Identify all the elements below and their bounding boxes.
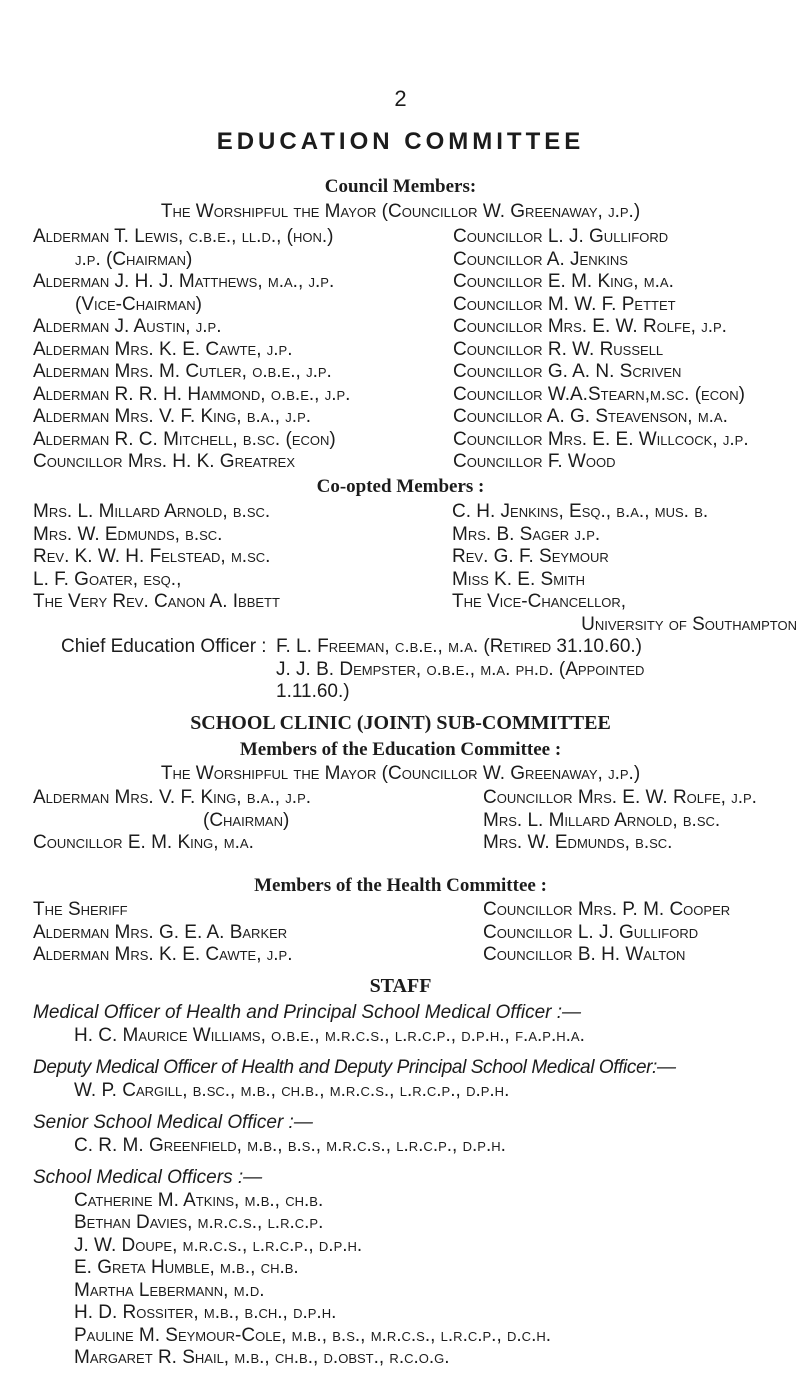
council-member: Councillor R. W. Russell [453,338,664,360]
staff-title: School Medical Officers :— [33,1167,263,1188]
council-member: Alderman R. R. H. Hammond, o.b.e., j.p. [33,383,351,405]
staff-title: Medical Officer of Health and Principal School Medical Officer :— [33,1002,582,1023]
education-members-heading: Members of the Education Committee : [239,739,562,760]
clinic-right-column [483,787,798,855]
health-right-column [483,899,798,967]
health-member: The Sheriff [33,899,128,920]
council-member: Alderman T. Lewis, c.b.e., ll.d., (hon.) [33,226,334,247]
council-member: Alderman J. Austin, j.p. [33,316,222,337]
ceo-line: F. L. Freeman, c.b.e., m.a. (Retired 31.10.60.) [276,636,642,657]
clinic-left-column [33,787,443,855]
council-member: (Vice-Chairman) [75,293,202,315]
health-member: Councillor B. H. Walton [483,944,686,965]
coopted-left-column [33,501,433,614]
coopted-member: C. H. Jenkins, Esq., b.a., mus. b. [452,501,709,522]
council-member: Councillor Mrs. E. E. Willcock, j.p. [453,428,749,450]
coopted-member: Mrs. L. Millard Arnold, b.sc. [33,501,271,522]
coopted-member: Rev. G. F. Seymour [452,546,609,567]
council-member: Councillor L. J. Gulliford [453,226,669,247]
coopted-member: Miss K. E. Smith [452,568,585,590]
council-member: Councillor A. Jenkins [453,248,628,270]
council-member: Councillor F. Wood [453,451,616,472]
health-member: Alderman Mrs. K. E. Cawte, j.p. [33,944,293,965]
staff-name: H. C. Maurice Williams, o.b.e., m.r.c.s., l.r.c.p., d.p.h., f.a.p.h.a. [74,1024,585,1046]
council-heading: Council Members: [324,176,477,197]
council-member: Alderman R. C. Mitchell, b.sc. (econ) [33,428,336,450]
ceo-line: J. J. B. Dempster, o.b.e., m.a. ph.d. (Appointed [276,658,645,680]
clinic-member: Mrs. W. Edmunds, b.sc. [483,832,673,853]
coopted-member: L. F. Goater, esq., [33,568,182,590]
council-member: Alderman J. H. J. Matthews, m.a., j.p. [33,271,335,292]
ceo-label-text: Chief Education Officer : [61,636,267,657]
council-member: Councillor W.A.Stearn,m.sc. (econ) [453,383,745,405]
clinic-member: Councillor Mrs. E. W. Rolfe, j.p. [483,787,757,808]
staff-title: Senior School Medical Officer :— [33,1112,313,1133]
coopted-member: Mrs. W. Edmunds, b.sc. [33,523,223,545]
health-left-column [33,899,453,967]
council-member: Councillor M. W. F. Pettet [453,293,676,315]
ceo-label [61,636,271,659]
staff-name: Catherine M. Atkins, m.b., ch.b. [74,1189,324,1211]
mayor-line: The Worshipful the Mayor (Councillor W. Greenaway, j.p.) [160,201,641,222]
staff-name: E. Greta Humble, m.b., ch.b. [74,1257,299,1278]
health-member: Alderman Mrs. G. E. A. Barker [33,921,288,943]
page-number: 2 [394,86,407,111]
health-heading: Members of the Health Committee : [254,875,547,896]
council-member: Alderman Mrs. K. E. Cawte, j.p. [33,338,293,360]
clinic-member: Mrs. L. Millard Arnold, b.sc. [483,809,721,831]
coopted-right-column [452,501,797,636]
staff-name: Martha Lebermann, m.d. [74,1279,265,1301]
staff-title: Deputy Medical Officer of Health and Deputy Principal School Medical Officer:— [33,1057,676,1078]
clinic-member: Alderman Mrs. V. F. King, b.a., j.p. [33,787,312,808]
clinic-member: Councillor E. M. King, m.a. [33,832,254,853]
council-member: j.p. (Chairman) [75,248,193,270]
council-member: Councillor Mrs. E. W. Rolfe, j.p. [453,316,727,337]
staff-name: Pauline M. Seymour-Cole, m.b., b.s., m.r.c.s., l.r.c.p., d.c.h. [74,1324,552,1346]
staff-name: H. D. Rossiter, m.b., b.ch., d.p.h. [74,1302,337,1323]
clinic-member: (Chairman) [203,809,290,831]
council-member: Councillor G. A. N. Scriven [453,361,682,382]
council-member: Alderman Mrs. M. Cutler, o.b.e., j.p. [33,361,332,382]
staff-section [33,1002,798,1370]
council-right-column [453,226,793,474]
coopted-member: The Vice-Chancellor, [452,591,627,612]
coopted-member: University of Southampton [581,613,797,635]
staff-heading: STAFF [369,975,432,997]
coopted-member: Rev. K. W. H. Felstead, m.sc. [33,546,271,567]
coopted-member: Mrs. B. Sager j.p. [452,523,601,545]
coopted-heading: Co-opted Members : [316,476,485,497]
clinic-heading: SCHOOL CLINIC (JOINT) SUB-COMMITTEE [190,712,611,734]
staff-name: Margaret R. Shail, m.b., ch.b., d.obst., r.c.o.g. [74,1347,450,1368]
council-member: Councillor Mrs. H. K. Greatrex [33,451,296,472]
staff-name: Bethan Davies, m.r.c.s., l.r.c.p. [74,1212,324,1233]
clinic-mayor-line: The Worshipful the Mayor (Councillor W. Greenaway, j.p.) [160,763,641,784]
staff-name: W. P. Cargill, b.sc., m.b., ch.b., m.r.c.s., l.r.c.p., d.p.h. [74,1079,510,1101]
page-title: EDUCATION COMMITTEE [216,128,585,155]
staff-name: C. R. M. Greenfield, m.b., b.s., m.r.c.s., l.r.c.p., d.p.h. [74,1134,506,1156]
ceo-line: 1.11.60.) [276,681,350,702]
council-left-column [33,226,443,474]
council-member: Alderman Mrs. V. F. King, b.a., j.p. [33,406,312,427]
staff-name: J. W. Doupe, m.r.c.s., l.r.c.p., d.p.h. [74,1234,363,1256]
health-member: Councillor Mrs. P. M. Cooper [483,899,731,920]
coopted-member: The Very Rev. Canon A. Ibbett [33,591,280,612]
council-member: Councillor A. G. Steavenson, m.a. [453,406,728,427]
council-member: Councillor E. M. King, m.a. [453,271,674,292]
health-member: Councillor L. J. Gulliford [483,921,699,943]
ceo-names [276,636,791,704]
